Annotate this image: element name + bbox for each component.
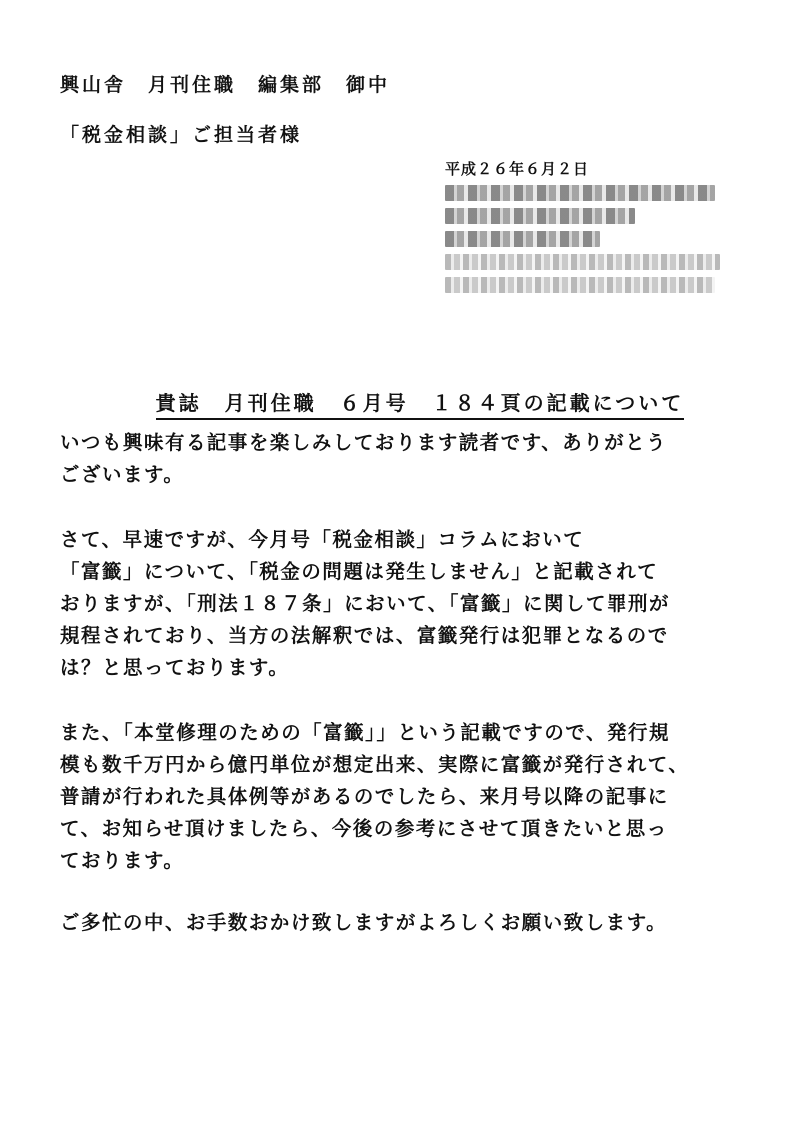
- addressee-line-publisher: 興山舎 月刊住職 編集部 御中: [60, 74, 391, 96]
- body-line: ております。: [60, 849, 185, 872]
- body-line: おりますが、「刑法１８７条」において、「富籤」に関して罪刑が: [60, 592, 670, 615]
- redacted-sender-line: [445, 277, 715, 293]
- body-line: ご多忙の中、お手数おかけ致しますがよろしくお願い致します。: [60, 911, 668, 934]
- body-line: 普請が行われた具体例等があるのでしたら、来月号以降の記事に: [60, 785, 669, 808]
- body-line: 模も数千万円から億円単位が想定出来、実際に富籤が発行されて、: [60, 753, 690, 776]
- sender-block: [445, 158, 720, 300]
- letter-date: 平成２６年６月２日: [445, 160, 590, 178]
- body-line: て、お知らせ頂けましたら、今後の参考にさせて頂きたいと思っ: [60, 817, 668, 840]
- redacted-sender-line: [445, 254, 720, 270]
- subject-text: 貴誌 月刊住職 ６月号 １８４頁の記載について: [156, 387, 685, 420]
- body-line: いつも興味有る記事を楽しみしております読者です、ありがとう: [60, 431, 668, 454]
- redacted-sender-line: [445, 231, 600, 247]
- body-line: は？と思っております。: [60, 656, 290, 679]
- body-line: ございます。: [60, 463, 185, 486]
- body-line: 「富籤」について、「税金の問題は発生しません」と記載されて: [60, 560, 659, 583]
- body-line: また、「本堂修理のための「富籤」」という記載ですので、発行規: [60, 721, 670, 744]
- body-line: 規程されており、当方の法解釈では、富籤発行は犯罪となるので: [60, 624, 669, 647]
- redacted-sender-line: [445, 185, 715, 201]
- redacted-sender-line: [445, 208, 635, 224]
- body-line: さて、早速ですが、今月号「税金相談」コラムにおいて: [60, 528, 585, 551]
- addressee-line-contact: 「税金相談」ご担当者様: [60, 124, 303, 146]
